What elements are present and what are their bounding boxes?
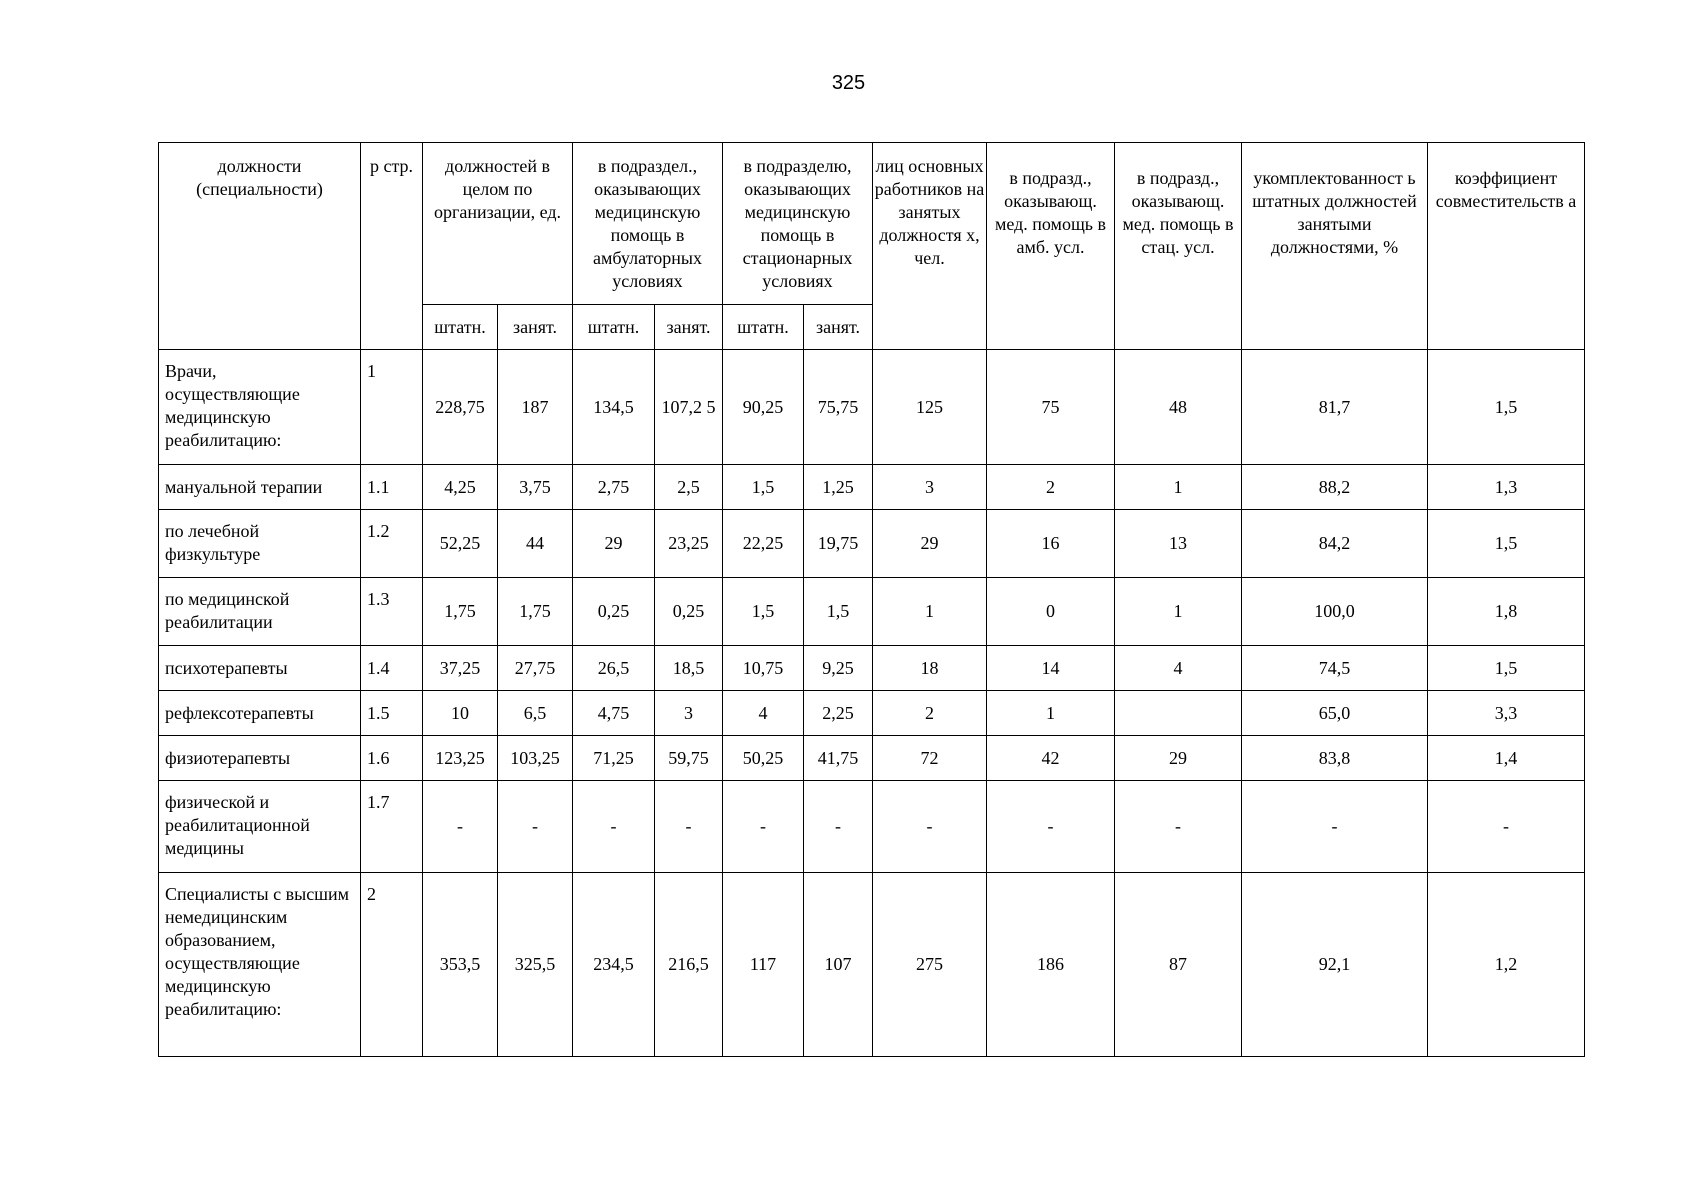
combination-coef-cell: 1,5: [1428, 646, 1585, 691]
header-total-positions: должностей в целом по организации, ед.: [423, 143, 573, 305]
total-occupied-cell: 44: [498, 510, 573, 578]
total-staff-cell: 52,25: [423, 510, 498, 578]
inp-staff-cell: 1,5: [723, 465, 804, 510]
header-inpatient-care: в подразд., оказывающ. мед. помощь в стац. усл.: [1115, 143, 1242, 350]
header-row: [159, 143, 1585, 305]
persons-inp-cell: -: [1115, 781, 1242, 873]
subheader-occupied: занят.: [655, 305, 723, 350]
row-code: 1.2: [361, 510, 423, 578]
persons-amb-cell: 2: [987, 465, 1115, 510]
table-row: [159, 781, 1585, 873]
amb-occupied-cell: 3: [655, 691, 723, 736]
inp-occupied-cell: 2,25: [804, 691, 873, 736]
persons-amb-cell: 75: [987, 350, 1115, 465]
staffing-rate-cell: 74,5: [1242, 646, 1428, 691]
total-occupied-cell: -: [498, 781, 573, 873]
inp-staff-cell: 50,25: [723, 736, 804, 781]
persons-cell: 72: [873, 736, 987, 781]
persons-amb-cell: 186: [987, 873, 1115, 1057]
row-code: 1.3: [361, 578, 423, 646]
table-row: [159, 578, 1585, 646]
staffing-rate-cell: 100,0: [1242, 578, 1428, 646]
persons-cell: 275: [873, 873, 987, 1057]
position-name: Специалисты с высшим немедицинским образованием, осуществляющие медицинскую реабилитацию:: [159, 873, 361, 1057]
table-row: [159, 510, 1585, 578]
combination-coef-cell: 1,5: [1428, 350, 1585, 465]
amb-occupied-cell: 0,25: [655, 578, 723, 646]
amb-staff-cell: -: [573, 781, 655, 873]
combination-coef-cell: 1,2: [1428, 873, 1585, 1057]
total-staff-cell: 1,75: [423, 578, 498, 646]
position-name: физической и реабилитационной медицины: [159, 781, 361, 873]
combination-coef-cell: 1,8: [1428, 578, 1585, 646]
total-occupied-cell: 3,75: [498, 465, 573, 510]
persons-cell: 125: [873, 350, 987, 465]
persons-inp-cell: 1: [1115, 578, 1242, 646]
total-occupied-cell: 187: [498, 350, 573, 465]
amb-staff-cell: 4,75: [573, 691, 655, 736]
amb-staff-cell: 134,5: [573, 350, 655, 465]
table-row: [159, 646, 1585, 691]
persons-amb-cell: 16: [987, 510, 1115, 578]
subheader-staff: штатн.: [423, 305, 498, 350]
inp-occupied-cell: 9,25: [804, 646, 873, 691]
inp-occupied-cell: 1,25: [804, 465, 873, 510]
staffing-rate-cell: 65,0: [1242, 691, 1428, 736]
header-position: должности (специальности): [159, 143, 361, 350]
inp-occupied-cell: 41,75: [804, 736, 873, 781]
total-occupied-cell: 103,25: [498, 736, 573, 781]
total-occupied-cell: 325,5: [498, 873, 573, 1057]
total-staff-cell: 228,75: [423, 350, 498, 465]
inp-occupied-cell: 19,75: [804, 510, 873, 578]
amb-occupied-cell: 18,5: [655, 646, 723, 691]
persons-amb-cell: 42: [987, 736, 1115, 781]
staffing-rate-cell: 81,7: [1242, 350, 1428, 465]
inp-staff-cell: 10,75: [723, 646, 804, 691]
persons-amb-cell: 14: [987, 646, 1115, 691]
row-code: 1.1: [361, 465, 423, 510]
inp-occupied-cell: -: [804, 781, 873, 873]
amb-occupied-cell: 59,75: [655, 736, 723, 781]
total-staff-cell: 123,25: [423, 736, 498, 781]
subheader-occupied: занят.: [804, 305, 873, 350]
persons-inp-cell: 48: [1115, 350, 1242, 465]
combination-coef-cell: 3,3: [1428, 691, 1585, 736]
persons-inp-cell: 29: [1115, 736, 1242, 781]
total-occupied-cell: 6,5: [498, 691, 573, 736]
inp-occupied-cell: 1,5: [804, 578, 873, 646]
persons-inp-cell: 13: [1115, 510, 1242, 578]
table-row: [159, 350, 1585, 465]
inp-staff-cell: 117: [723, 873, 804, 1057]
position-name: рефлексотерапевты: [159, 691, 361, 736]
header-main-workers: лиц основных работников на занятых должностя х, чел.: [873, 143, 987, 350]
position-name: по лечебной физкультуре: [159, 510, 361, 578]
table-row: [159, 736, 1585, 781]
table-row: [159, 873, 1585, 1057]
combination-coef-cell: -: [1428, 781, 1585, 873]
amb-staff-cell: 29: [573, 510, 655, 578]
persons-amb-cell: 0: [987, 578, 1115, 646]
persons-cell: -: [873, 781, 987, 873]
row-code: 1: [361, 350, 423, 465]
persons-inp-cell: [1115, 691, 1242, 736]
persons-cell: 3: [873, 465, 987, 510]
persons-inp-cell: 87: [1115, 873, 1242, 1057]
persons-inp-cell: 4: [1115, 646, 1242, 691]
persons-amb-cell: -: [987, 781, 1115, 873]
subheader-staff: штатн.: [573, 305, 655, 350]
amb-staff-cell: 71,25: [573, 736, 655, 781]
row-code: 2: [361, 873, 423, 1057]
inp-staff-cell: 22,25: [723, 510, 804, 578]
subheader-occupied: занят.: [498, 305, 573, 350]
staffing-rate-cell: -: [1242, 781, 1428, 873]
position-name: по медицинской реабилитации: [159, 578, 361, 646]
staffing-rate-cell: 83,8: [1242, 736, 1428, 781]
header-row-number: р стр.: [361, 143, 423, 350]
staffing-table: [158, 142, 1585, 1057]
total-occupied-cell: 1,75: [498, 578, 573, 646]
total-staff-cell: 4,25: [423, 465, 498, 510]
inp-staff-cell: -: [723, 781, 804, 873]
combination-coef-cell: 1,5: [1428, 510, 1585, 578]
persons-cell: 18: [873, 646, 987, 691]
row-code: 1.5: [361, 691, 423, 736]
amb-occupied-cell: -: [655, 781, 723, 873]
header-ambulatory-units: в подраздел., оказывающих медицинскую помощь в амбулаторных условиях: [573, 143, 723, 305]
staffing-rate-cell: 92,1: [1242, 873, 1428, 1057]
inp-occupied-cell: 75,75: [804, 350, 873, 465]
table-row: [159, 691, 1585, 736]
inp-staff-cell: 90,25: [723, 350, 804, 465]
inp-staff-cell: 4: [723, 691, 804, 736]
persons-inp-cell: 1: [1115, 465, 1242, 510]
position-name: Врачи, осуществляющие медицинскую реабилитацию:: [159, 350, 361, 465]
combination-coef-cell: 1,4: [1428, 736, 1585, 781]
persons-cell: 29: [873, 510, 987, 578]
amb-staff-cell: 234,5: [573, 873, 655, 1057]
header-amb-care: в подразд., оказывающ. мед. помощь в амб. усл.: [987, 143, 1115, 350]
page-number: 325: [831, 72, 866, 94]
row-code: 1.4: [361, 646, 423, 691]
header-combination-coef: коэффициент совместительств а: [1428, 143, 1585, 350]
combination-coef-cell: 1,3: [1428, 465, 1585, 510]
persons-cell: 1: [873, 578, 987, 646]
amb-staff-cell: 26,5: [573, 646, 655, 691]
position-name: мануальной терапии: [159, 465, 361, 510]
total-staff-cell: -: [423, 781, 498, 873]
total-staff-cell: 37,25: [423, 646, 498, 691]
staffing-rate-cell: 84,2: [1242, 510, 1428, 578]
amb-occupied-cell: 23,25: [655, 510, 723, 578]
subheader-staff: штатн.: [723, 305, 804, 350]
header-inpatient-units: в подразделю, оказывающих медицинскую помощь в стационарных условиях: [723, 143, 873, 305]
persons-amb-cell: 1: [987, 691, 1115, 736]
amb-occupied-cell: 107,2 5: [655, 350, 723, 465]
amb-occupied-cell: 2,5: [655, 465, 723, 510]
row-code: 1.6: [361, 736, 423, 781]
header-staffing-rate: укомплектованност ь штатных должностей занятыми должностями, %: [1242, 143, 1428, 350]
table-row: [159, 465, 1585, 510]
total-occupied-cell: 27,75: [498, 646, 573, 691]
persons-cell: 2: [873, 691, 987, 736]
position-name: физиотерапевты: [159, 736, 361, 781]
inp-occupied-cell: 107: [804, 873, 873, 1057]
total-staff-cell: 353,5: [423, 873, 498, 1057]
row-code: 1.7: [361, 781, 423, 873]
total-staff-cell: 10: [423, 691, 498, 736]
staffing-rate-cell: 88,2: [1242, 465, 1428, 510]
inp-staff-cell: 1,5: [723, 578, 804, 646]
position-name: психотерапевты: [159, 646, 361, 691]
amb-staff-cell: 2,75: [573, 465, 655, 510]
amb-occupied-cell: 216,5: [655, 873, 723, 1057]
amb-staff-cell: 0,25: [573, 578, 655, 646]
